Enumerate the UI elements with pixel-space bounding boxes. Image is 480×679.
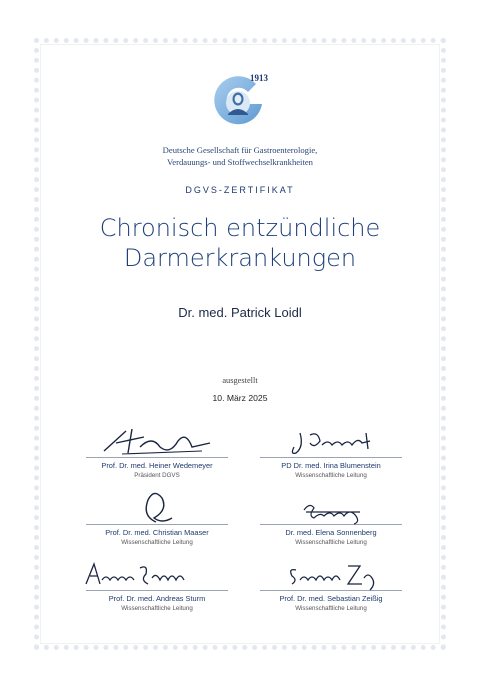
- signatory-name: Prof. Dr. med. Christian Maaser: [105, 528, 209, 537]
- signature-block-sonnenberg: [256, 524, 406, 546]
- signatory-name: Prof. Dr. med. Sebastian Zeißig: [279, 594, 383, 603]
- signature-block-wedemeyer: [82, 457, 232, 479]
- handwritten-signature-icon: [256, 421, 406, 461]
- handwritten-signature-icon: [256, 554, 406, 594]
- recipient-name: Dr. med. Patrick Loidl: [178, 305, 302, 320]
- organization-name-line1: Deutsche Gesellschaft für Gastroenterologie,: [162, 145, 318, 155]
- certificate-label: DGVS-ZERTIFIKAT: [185, 185, 295, 195]
- handwritten-signature-icon: [82, 421, 232, 461]
- issued-date: 10. März 2025: [212, 393, 268, 403]
- signatory-name: Prof. Dr. med. Andreas Sturm: [108, 594, 206, 603]
- signatory-role: Wissenschaftliche Leitung: [295, 472, 367, 479]
- signatory-name: Prof. Dr. med. Heiner Wedemeyer: [101, 461, 213, 470]
- signature-block-maaser: [82, 524, 232, 546]
- signatory-role: Wissenschaftliche Leitung: [121, 605, 193, 612]
- signatory-role: Wissenschaftliche Leitung: [295, 605, 367, 612]
- signature-block-blumenstein: [256, 457, 406, 479]
- signatory-role: Wissenschaftliche Leitung: [121, 539, 193, 546]
- handwritten-signature-icon: [82, 554, 232, 594]
- signatory-name: Dr. med. Elena Sonnenberg: [285, 528, 377, 537]
- handwritten-signature-icon: [256, 488, 406, 528]
- logo-year: 1913: [250, 73, 268, 83]
- organization-name-line2: Verdauungs- und Stoffwechselkrankheiten: [167, 157, 313, 167]
- signatory-role: Präsident DGVS: [134, 472, 180, 479]
- signatory-name: PD Dr. med. Irina Blumenstein: [281, 461, 381, 470]
- signature-block-zeissig: [256, 590, 406, 612]
- issued-label: ausgestellt: [222, 376, 258, 385]
- certificate-title-line1: Chronisch entzündliche: [99, 214, 381, 242]
- signatory-role: Wissenschaftliche Leitung: [295, 539, 367, 546]
- signature-block-sturm: [82, 590, 232, 612]
- certificate-title-line2: Darmerkrankungen: [123, 244, 357, 272]
- handwritten-signature-icon: [82, 488, 232, 528]
